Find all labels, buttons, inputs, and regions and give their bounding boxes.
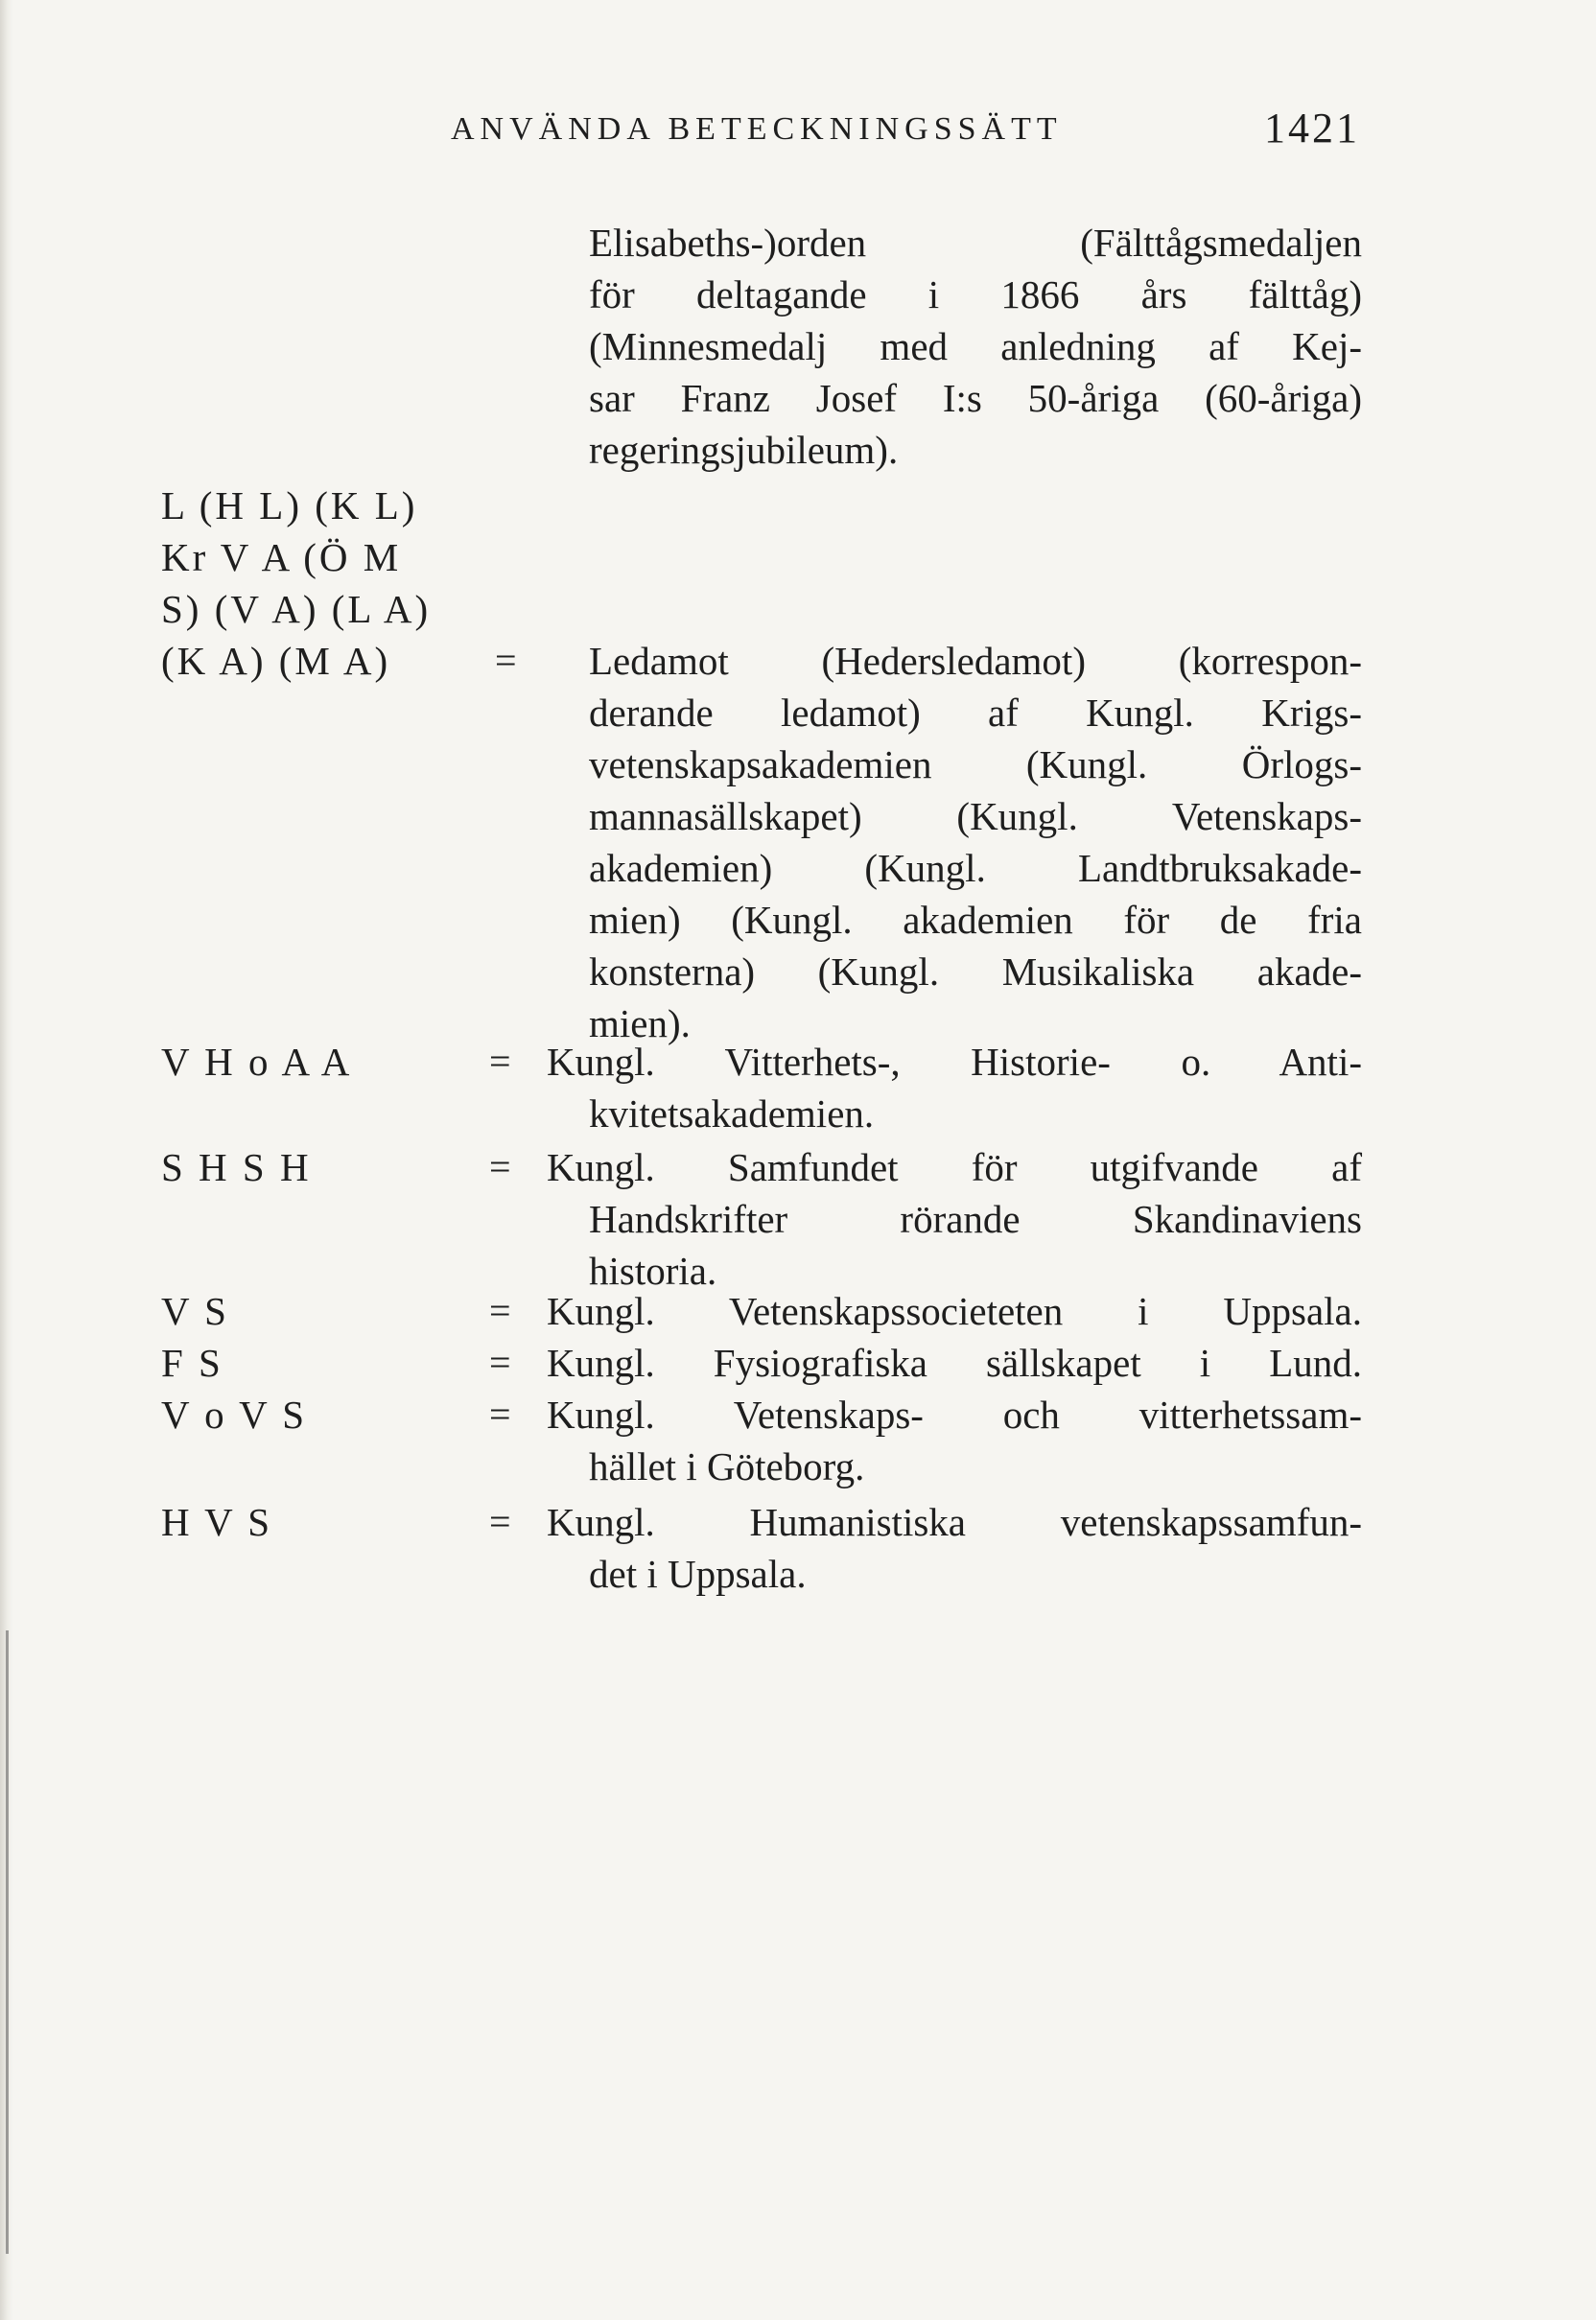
desc-line: regeringsjubileum). xyxy=(589,428,899,472)
desc-line: sar Franz Josef I:s 50-åriga (60-åriga) xyxy=(589,376,1362,420)
desc-line: för deltagande i 1866 års fälttåg) xyxy=(589,272,1362,316)
desc-line: Kungl. Vitterhets-, Historie- o. Anti- xyxy=(547,1040,1362,1084)
entry-fs-abbr xyxy=(161,1337,223,1389)
desc-line: Kungl. Humanistiska vetenskapssamfun- xyxy=(547,1500,1362,1544)
page-header xyxy=(451,104,1360,161)
desc-line: Handskrifter rörande Skandinaviens xyxy=(589,1197,1362,1241)
desc-line: kvitetsakademien. xyxy=(589,1091,875,1136)
equals-sign: = xyxy=(489,1040,511,1083)
abbr-line: V o V S xyxy=(161,1393,308,1437)
entry-hvs-desc xyxy=(547,1496,1362,1600)
entry-vhoaa-abbr xyxy=(161,1036,352,1088)
desc-line: vetenskapsakademien (Kungl. Örlogs- xyxy=(589,742,1362,786)
desc-line: mien). xyxy=(589,1001,691,1045)
abbr-line: Kr V A (Ö M xyxy=(161,535,402,579)
desc-line: historia. xyxy=(589,1249,717,1293)
entry-vs-abbr xyxy=(161,1285,229,1337)
entry-shsh-abbr xyxy=(161,1141,312,1193)
entry-shsh-desc xyxy=(547,1141,1362,1297)
desc-line: derande ledamot) af Kungl. Krigs- xyxy=(589,691,1362,735)
entry-vs-desc xyxy=(547,1285,1362,1337)
desc-line: mien) (Kungl. akademien för de fria xyxy=(589,898,1362,942)
desc-line: akademien) (Kungl. Landtbruksakade- xyxy=(589,846,1362,890)
binding-mark xyxy=(6,1630,9,2254)
entry-vovs-desc xyxy=(547,1389,1362,1492)
desc-line: Ledamot (Hedersledamot) (korrespon- xyxy=(589,639,1362,683)
abbr-line: S) (V A) (L A) xyxy=(161,587,432,631)
entry-continuation-desc xyxy=(589,217,1362,476)
abbr-line: L (H L) (K L) xyxy=(161,483,418,527)
entry-fs-desc xyxy=(547,1337,1362,1389)
desc-line: konsterna) (Kungl. Musikaliska akade- xyxy=(589,949,1362,994)
page-number: 1421 xyxy=(1264,105,1360,152)
equals-sign: = xyxy=(495,639,517,682)
abbr-line: F S xyxy=(161,1341,223,1385)
desc-line: Kungl. Samfundet för utgifvande af xyxy=(547,1145,1362,1189)
desc-line: Kungl. Vetenskaps- och vitterhetssam- xyxy=(547,1393,1362,1437)
equals-sign: = xyxy=(489,1341,511,1384)
abbr-line: (K A) (M A) xyxy=(161,639,391,683)
desc-line: Kungl. Vetenskapssocieteten i Uppsala. xyxy=(547,1289,1362,1333)
abbr-line: V S xyxy=(161,1289,229,1333)
desc-line: hället i Göteborg. xyxy=(589,1444,865,1488)
desc-line: Kungl. Fysiografiska sällskapet i Lund. xyxy=(547,1341,1362,1385)
abbr-line: V H o A A xyxy=(161,1040,353,1084)
abbr-line: H V S xyxy=(161,1500,273,1544)
equals-sign: = xyxy=(489,1393,511,1436)
entry-academies-desc xyxy=(589,635,1362,1049)
equals-sign: = xyxy=(489,1500,511,1543)
desc-line: mannasällskapet) (Kungl. Vetenskaps- xyxy=(589,794,1362,838)
entry-hvs-abbr xyxy=(161,1496,272,1548)
desc-line: (Minnesmedalj med anledning af Kej- xyxy=(589,324,1362,368)
abbr-line: S H S H xyxy=(161,1145,312,1189)
equals-sign: = xyxy=(489,1289,511,1332)
equals-sign: = xyxy=(489,1145,511,1188)
desc-line: det i Uppsala. xyxy=(589,1552,807,1596)
desc-line: Elisabeths-)orden (Fälttågsmedaljen xyxy=(589,221,1362,265)
running-head: ANVÄNDA BETECKNINGSSÄTT xyxy=(451,111,1063,147)
entry-vhoaa-desc xyxy=(547,1036,1362,1139)
entry-vovs-abbr xyxy=(161,1389,307,1441)
entry-academies-abbr xyxy=(161,480,431,687)
